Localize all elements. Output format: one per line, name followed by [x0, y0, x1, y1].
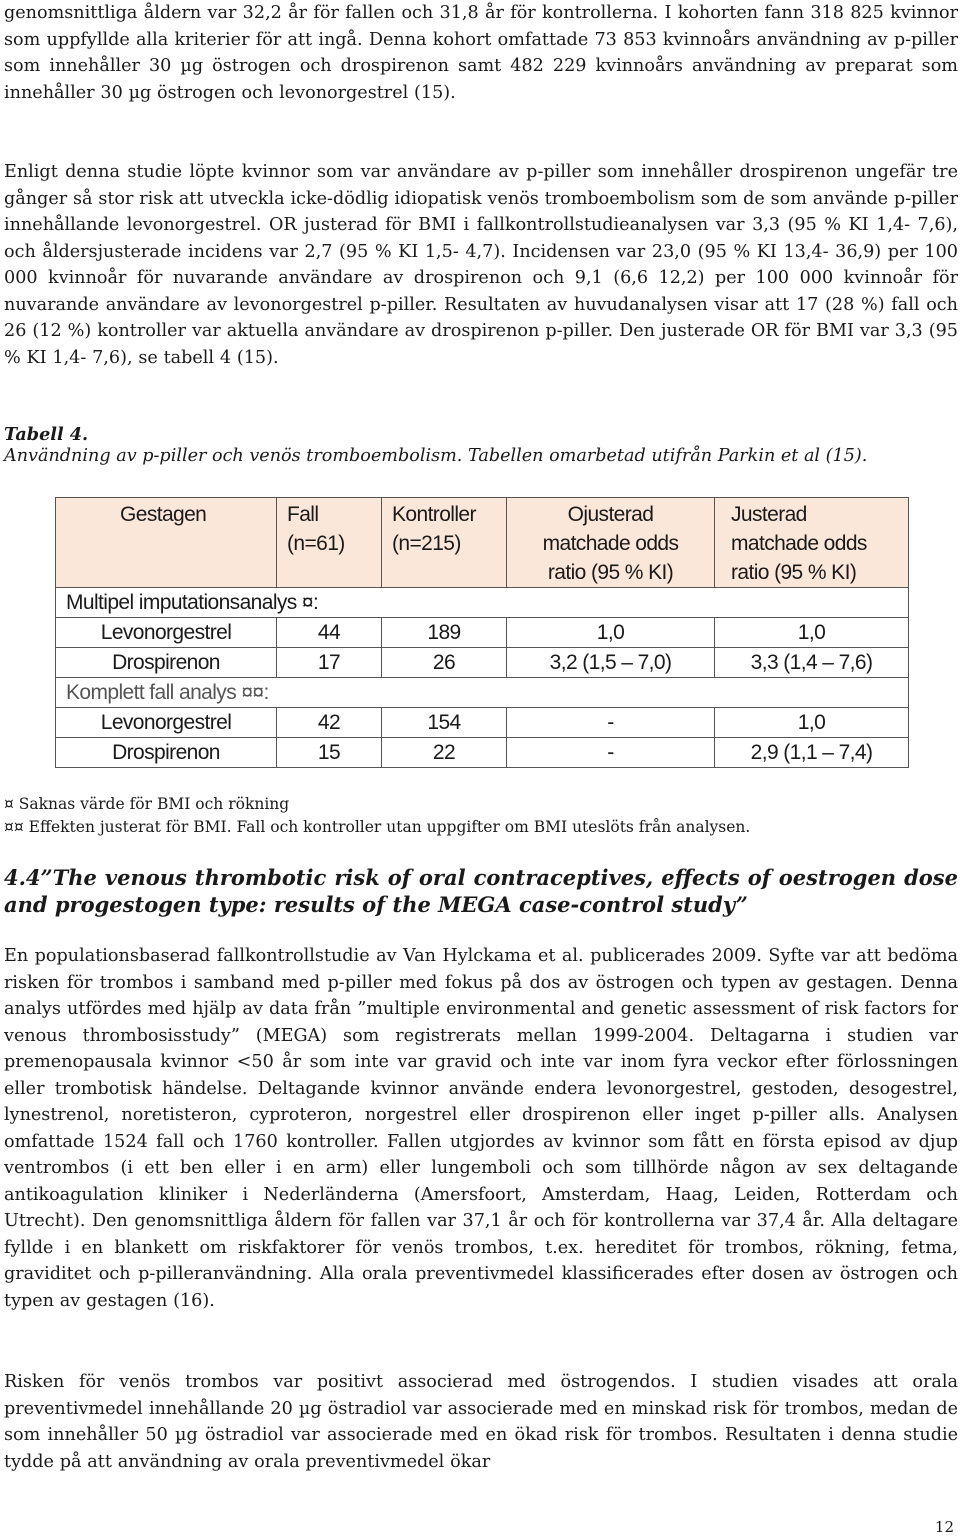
cell-kontroller: 22 — [382, 738, 507, 768]
table-row — [56, 648, 909, 678]
cell-gestagen: Drospirenon — [56, 738, 277, 768]
footnote-2: ¤¤ Effekten justerat för BMI. Fall och kontroller utan uppgifter om BMI uteslöts från analysen. — [4, 818, 751, 836]
cell-kontroller: 154 — [382, 708, 507, 738]
table-section-row — [56, 678, 909, 708]
paragraph-risk: Risken för venös trombos var positivt associerad med östrogendos. I studien visades att orala preventivmedel innehållande 20 µg östradiol var associerade med en minskad risk för trombos, medan de som innehåller 50 µg östradiol var associerade med en ökad risk för trombos. Resultaten i denna studie tydde på att användning av orala preventivmedel ökar — [4, 1372, 958, 1472]
paragraph-study-results: Enligt denna studie löpte kvinnor som var användare av p-piller som innehåller drospirenon ungefär tre gånger så stor risk att utveckla icke-dödlig idiopatisk venös tromboembolism som de som använde p-piller innehållande levonorgestrel. OR justerad för BMI i fallkontrollstudieanalysen var 3,3 (95 % KI 1,4- 7,6), och åldersjusterade incidens var 2,7 (95 % KI 1,5- 4,7). Incidensen var 23,0 (95 % KI 13,4- 36,9) per 100 000 kvinnoår för nuvarande användare av drospirenon och 9,1 (6,6 12,2) per 100 000 kvinnoår för nuvarande användare av levonorgestrel p-piller. Resultaten av huvudanalysen visar att 17 (28 %) fall och 26 (12 %) kontroller var aktuella användare av drospirenon p-piller. Den justerade OR för BMI var 3,3 (95 % KI 1,4- 7,6), se tabell 4 (15). — [4, 162, 958, 368]
header-gestagen: Gestagen — [56, 498, 277, 588]
cell-justerad: 1,0 — [715, 618, 909, 648]
cell-kontroller: 26 — [382, 648, 507, 678]
table-section-row — [56, 588, 909, 618]
page-number: 12 — [934, 1518, 954, 1536]
cell-ojusterad: - — [507, 708, 715, 738]
section-komplett: Komplett fall analys ¤¤: — [56, 678, 909, 708]
cell-justerad: 3,3 (1,4 – 7,6) — [715, 648, 909, 678]
table-caption-text: Användning av p-piller och venös tromboembolism. Tabellen omarbetad utifrån Parkin et al (15). — [4, 446, 868, 466]
cell-fall: 15 — [277, 738, 382, 768]
cell-gestagen: Levonorgestrel — [56, 708, 277, 738]
paragraph-mega-study: En populationsbaserad fallkontrollstudie av Van Hylckama et al. publicerades 2009. Syfte var att bedöma risken för trombos i samband med p-piller med fokus på dos av östrogen och typen av gestagen. Denna analys utfördes med hjälp av data från ”multiple environmental and genetic assessment of risk factors for venous thrombosisstudy” (MEGA) som registrerats mellan 1999-2004. Deltagarna i studien var premenopausala kvinnor <50 år som inte var gravid och inte var inom fyra veckor efter förlossningen eller trombotisk händelse. Deltagande kvinnor använde endera levonorgestrel, gestoden, desogestrel, lynestrenol, noretisteron, cyproteron, norgestrel eller drospirenon eller inget p-piller alls. Analysen omfattade 1524 fall och 1760 kontroller. Fallen utgjordes av kvinnor som fått en första episod av djup ventrombos (i ett ben eller i en arm) eller lungemboli och som tillhörde någon av sex deltagande antikoagulation kliniker i Nederländerna (Amersfoort, Amsterdam, Haag, Leiden, Rotterdam och Utrecht). Den genomsnittliga åldern för fallen var 37,1 år och för kontrollerna var 37,4 år. Alla deltagare fyllde i en blankett om riskfaktorer för venös trombos, t.ex. hereditet för trombos, rökning, fetma, graviditet och p-pilleranvändning. Alla orala preventivmedel klassificerades efter dosen av östrogen och typen av gestagen (16). — [4, 946, 958, 1311]
cell-justerad: 1,0 — [715, 708, 909, 738]
table-caption-title: Tabell 4. — [4, 424, 89, 445]
header-justerad: Justerad matchade odds ratio (95 % KI) — [715, 498, 909, 588]
cell-fall: 44 — [277, 618, 382, 648]
paragraph-kohort: genomsnittliga åldern var 32,2 år för fallen och 31,8 år för kontrollerna. I kohorten fann 318 825 kvinnor som uppfyllde alla kriterier för att ingå. Denna kohort omfattade 73 853 kvinnoårs användning av p-piller som innehåller 30 µg östrogen och drospirenon samt 482 229 kvinnoårs användning av preparat som innehåller 30 µg östrogen och levonorgestrel (15). — [4, 3, 958, 103]
cell-ojusterad: 1,0 — [507, 618, 715, 648]
cell-gestagen: Drospirenon — [56, 648, 277, 678]
table-row — [56, 708, 909, 738]
section-heading: 4.4”The venous thrombotic risk of oral contraceptives, effects of oestrogen dose and progestogen type: results of the MEGA case-control study” — [4, 865, 958, 917]
cell-kontroller: 189 — [382, 618, 507, 648]
cell-gestagen: Levonorgestrel — [56, 618, 277, 648]
header-fall: Fall (n=61) — [277, 498, 382, 588]
cell-fall: 17 — [277, 648, 382, 678]
footnote-1: ¤ Saknas värde för BMI och rökning — [4, 795, 290, 813]
cell-ojusterad: 3,2 (1,5 – 7,0) — [507, 648, 715, 678]
header-kontroller: Kontroller (n=215) — [382, 498, 507, 588]
cell-fall: 42 — [277, 708, 382, 738]
section-multipel: Multipel imputationsanalys ¤: — [56, 588, 909, 618]
table-header-row — [56, 498, 909, 588]
table-row — [56, 618, 909, 648]
cell-justerad: 2,9 (1,1 – 7,4) — [715, 738, 909, 768]
cell-ojusterad: - — [507, 738, 715, 768]
table-4 — [55, 497, 909, 768]
header-ojusterad: Ojusterad matchade odds ratio (95 % KI) — [507, 498, 715, 588]
table-row — [56, 738, 909, 768]
